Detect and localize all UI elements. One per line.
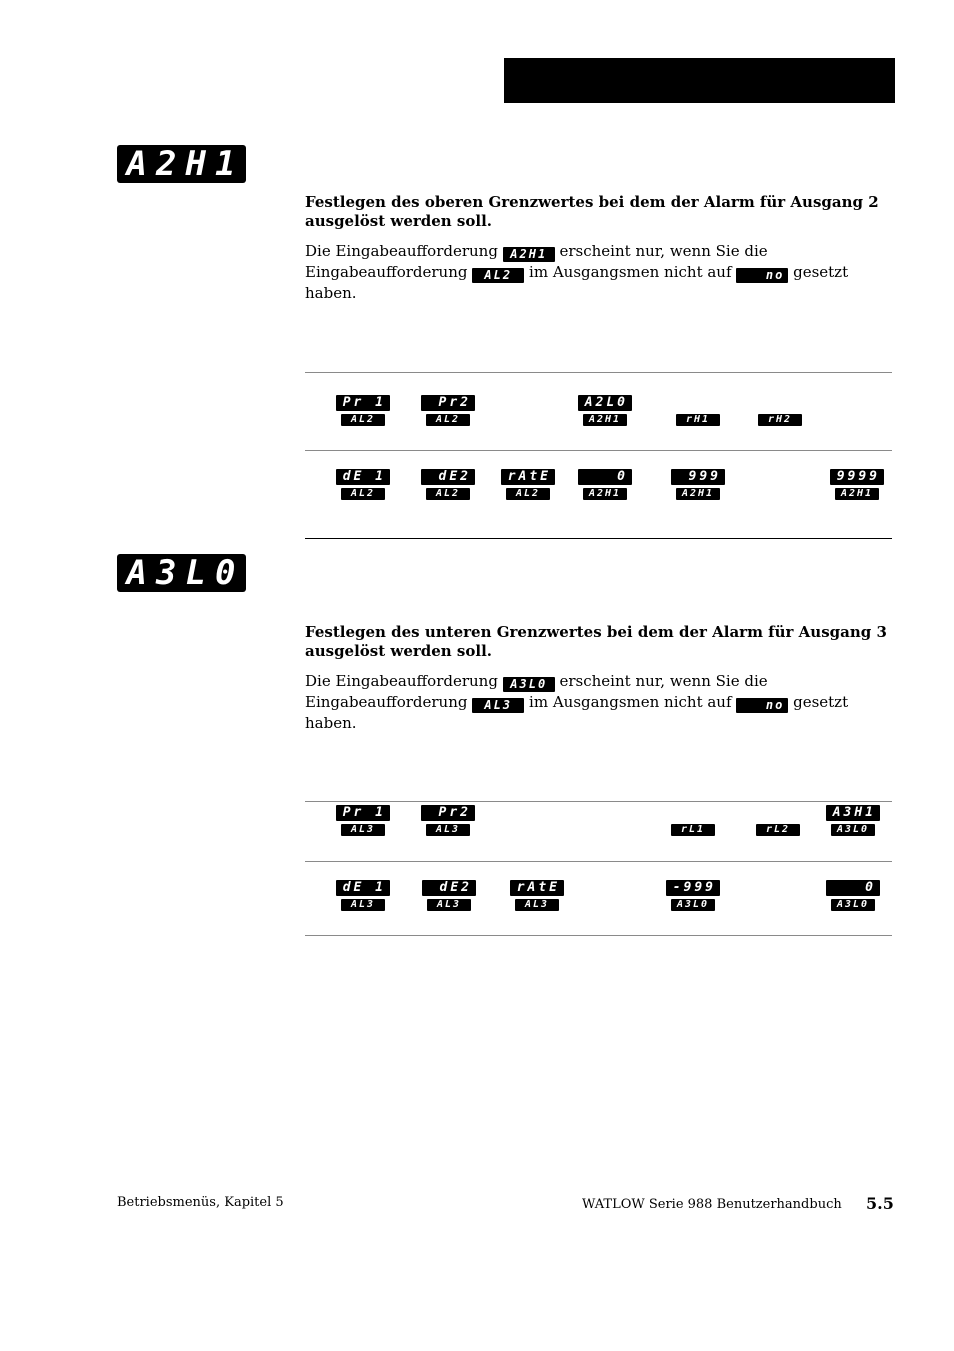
led-pair: Pr2 AL2 — [420, 395, 476, 426]
led-pair: rL1 — [665, 824, 721, 836]
section1-text — [305, 193, 890, 303]
prompt-display-a3l0: A3L0 — [117, 554, 246, 592]
led-pair: Pr 1 AL3 — [335, 805, 391, 836]
led-pair: rAtE AL3 — [509, 880, 565, 911]
section1-paragraph: Die Eingabeaufforderung A2H1 erscheint nur, wenn Sie die Eingabeaufforderung AL2 im Ausgangsmen nicht auf no gesetzt haben. — [305, 242, 849, 302]
led-pair: A2L0 A2H1 — [577, 395, 633, 426]
inline-led-al: AL2 — [472, 268, 524, 283]
inline-led-prompt: A3L0 — [503, 677, 555, 692]
footer-chapter: Betriebsmenüs, Kapitel 5 — [117, 1195, 284, 1210]
led-pair: 9999 A2H1 — [829, 469, 885, 500]
table-rule — [305, 372, 892, 373]
led-pair: dE2 AL2 — [420, 469, 476, 500]
section2-paragraph: Die Eingabeaufforderung A3L0 erscheint nur, wenn Sie die Eingabeaufforderung AL3 im Ausgangsmen nicht auf no gesetzt haben. — [305, 672, 849, 732]
inline-led-no: no — [736, 268, 788, 283]
led-pair: Pr 1 AL2 — [335, 395, 391, 426]
led-pair: 999 A2H1 — [670, 469, 726, 500]
led-pair: dE2 AL3 — [421, 880, 477, 911]
section2-heading: Festlegen des unteren Grenzwertes bei dem der Alarm für Ausgang 3 ausgelöst werden soll. — [305, 623, 887, 660]
table-rule — [305, 861, 892, 862]
page-number: 5.5 — [866, 1194, 894, 1213]
led-pair: Pr2 AL3 — [420, 805, 476, 836]
led-pair: 0 A2H1 — [577, 469, 633, 500]
section2-text — [305, 623, 890, 733]
inline-led-al: AL3 — [472, 698, 524, 713]
led-pair: dE 1 AL3 — [335, 880, 391, 911]
led-pair: 0 A3L0 — [825, 880, 881, 911]
table-rule — [305, 801, 892, 802]
footer-manual-title: WATLOW Serie 988 Benutzerhandbuch — [582, 1197, 842, 1212]
table-rule — [305, 450, 892, 451]
section1-heading: Festlegen des oberen Grenzwertes bei dem der Alarm für Ausgang 2 ausgelöst werden soll. — [305, 193, 879, 230]
inline-led-no: no — [736, 698, 788, 713]
header-bar — [504, 58, 895, 103]
inline-led-prompt: A2H1 — [503, 247, 555, 262]
prompt-display-a2h1: A2H1 — [117, 145, 246, 183]
led-pair: -999 A3L0 — [665, 880, 721, 911]
led-pair: dE 1 AL2 — [335, 469, 391, 500]
table-rule — [305, 935, 892, 936]
led-pair: rH1 — [670, 414, 726, 426]
led-pair: rAtE AL2 — [500, 469, 556, 500]
section-divider — [305, 538, 892, 539]
led-pair: A3H1 A3L0 — [825, 805, 881, 836]
led-pair: rL2 — [750, 824, 806, 836]
led-pair: rH2 — [752, 414, 808, 426]
